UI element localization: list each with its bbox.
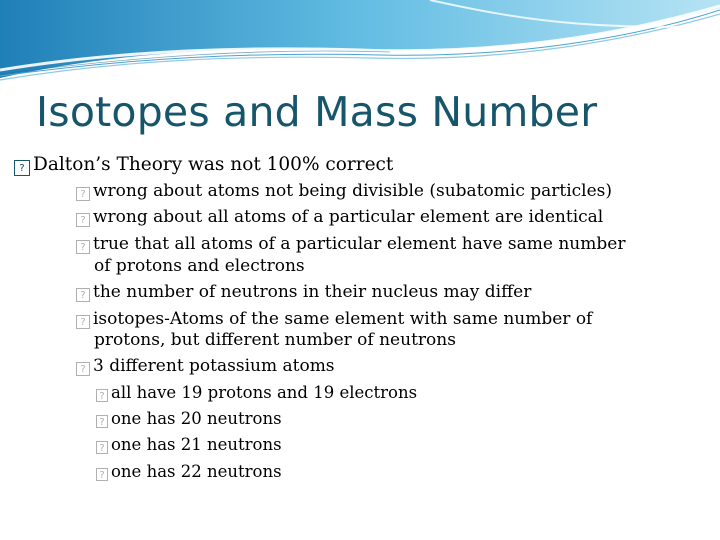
sub-sub-bullet-item: ? one has 20 neutrons bbox=[96, 409, 282, 428]
sub-bullet-item: ? wrong about all atoms of a particular element are identical bbox=[76, 207, 603, 227]
sub-sub-bullet-item: ? all have 19 protons and 19 electrons bbox=[96, 383, 417, 402]
bullet-marker-icon: ? bbox=[96, 415, 108, 428]
sub-bullet-item: ? isotopes-Atoms of the same element with same number of bbox=[76, 309, 592, 329]
bullet-marker-icon: ? bbox=[14, 160, 30, 176]
bullet-marker-icon: ? bbox=[96, 389, 108, 402]
sub-bullet-item: ? the number of neutrons in their nucleus may differ bbox=[76, 282, 531, 302]
bullet-marker-icon: ? bbox=[76, 187, 90, 201]
bullet-marker-icon: ? bbox=[76, 362, 90, 376]
slide-title: Isotopes and Mass Number bbox=[36, 88, 598, 136]
sub-sub-bullet-item: ? one has 21 neutrons bbox=[96, 435, 282, 454]
bullet-marker-icon: ? bbox=[96, 441, 108, 454]
bullet-marker-icon: ? bbox=[96, 468, 108, 481]
bullet-item: ? Dalton’s Theory was not 100% correct bbox=[14, 154, 393, 176]
bullet-marker-icon: ? bbox=[76, 315, 90, 329]
sub-sub-bullet-item: ? one has 22 neutrons bbox=[96, 462, 282, 481]
bullet-marker-icon: ? bbox=[76, 288, 90, 302]
sub-bullet-item: ? wrong about atoms not being divisible (subatomic particles) bbox=[76, 181, 612, 201]
sub-bullet-continuation: protons, but different number of neutrons bbox=[94, 330, 456, 350]
bullet-marker-icon: ? bbox=[76, 213, 90, 227]
sub-bullet-continuation: of protons and electrons bbox=[94, 256, 305, 276]
bullet-marker-icon: ? bbox=[76, 240, 90, 254]
sub-bullet-item: ? true that all atoms of a particular element have same number bbox=[76, 234, 625, 254]
sub-bullet-item: ? 3 different potassium atoms bbox=[76, 356, 335, 376]
